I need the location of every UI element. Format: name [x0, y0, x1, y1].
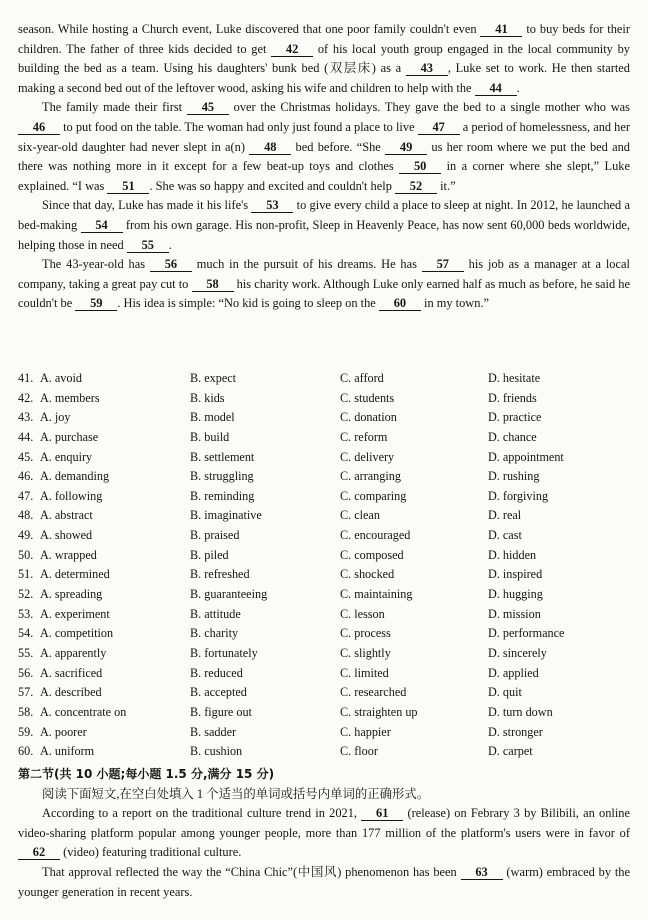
question-number: 41.: [18, 371, 34, 385]
option-a[interactable]: A. experiment: [40, 606, 110, 621]
text: a period of homelessness, and her six-year-old daughter had never slept in a(n): [18, 119, 631, 154]
blank-46[interactable]: 46: [18, 120, 60, 135]
option-b[interactable]: B. reminding: [190, 488, 255, 503]
option-b[interactable]: B. charity: [190, 626, 239, 641]
option-d[interactable]: D. chance: [488, 429, 537, 444]
text: That approval reflected the way the “China Chic”(中国风) phenomenon has been: [42, 864, 457, 879]
option-b[interactable]: B. reduced: [190, 665, 243, 680]
blank-56[interactable]: 56: [150, 257, 192, 272]
text: The 43-year-old has: [42, 257, 146, 272]
option-c[interactable]: C. comparing: [340, 488, 407, 503]
option-d[interactable]: D. practice: [488, 410, 542, 425]
option-a[interactable]: A. competition: [40, 626, 114, 641]
blank-48[interactable]: 48: [249, 140, 291, 155]
text: in my town.”: [424, 296, 490, 311]
option-b[interactable]: B. fortunately: [190, 645, 258, 660]
question-number: 59.: [18, 724, 34, 739]
text: (release) on Febrary 3 by Bilibili, an online video-sharing platform popular among younger people, more than 177 million of the platform's users were in favor of: [18, 806, 630, 840]
option-d[interactable]: D. friends: [488, 390, 537, 405]
option-b[interactable]: B. accepted: [190, 685, 247, 700]
blank-53[interactable]: 53: [251, 198, 293, 213]
paragraph-1: [18, 20, 630, 98]
question-row: [18, 546, 630, 566]
option-b[interactable]: B. kids: [190, 390, 225, 405]
text: in a corner where she slept,” Luke explained. “I was: [18, 159, 630, 193]
question-row: [18, 467, 630, 487]
option-c[interactable]: C. researched: [340, 685, 407, 700]
option-a[interactable]: A. described: [40, 685, 102, 700]
option-a[interactable]: A. showed: [40, 528, 93, 543]
option-b[interactable]: B. struggling: [190, 469, 254, 484]
question-row: [18, 565, 630, 585]
option-a[interactable]: A. joy: [40, 410, 71, 425]
blank-55[interactable]: 55: [127, 238, 169, 253]
option-c[interactable]: C. composed: [340, 547, 404, 562]
question-number: 53.: [18, 606, 34, 621]
option-c[interactable]: C. afford: [340, 371, 384, 385]
option-a[interactable]: A. sacrificed: [40, 665, 103, 680]
option-a[interactable]: A. enquiry: [40, 449, 93, 464]
blank-49[interactable]: 49: [385, 140, 427, 155]
question-row: [18, 723, 630, 743]
question-number: 58.: [18, 704, 34, 719]
text: Since that day, Luke has made it his life's: [42, 198, 249, 213]
option-b[interactable]: B. build: [190, 429, 230, 444]
text: his job as a manager at a local company, taking a great pay cut to: [18, 257, 630, 291]
text: us her room where we put the bed and there was nothing more in it except for a few beat-up toys and clothes: [18, 139, 630, 174]
text: his charity work. Although Luke only earned half as much as before, he said he couldn't be: [18, 276, 630, 311]
text: The family made their first: [42, 100, 183, 115]
question-number: 45.: [18, 449, 34, 464]
option-d[interactable]: D. real: [488, 508, 522, 523]
option-d[interactable]: D. cast: [488, 528, 522, 543]
section-heading: 第二节(共 10 小题;每小题 1.5 分,满分 15 分): [18, 767, 275, 781]
blank-42[interactable]: 42: [271, 42, 313, 57]
option-c[interactable]: C. arranging: [340, 469, 401, 484]
section-2: [18, 765, 630, 902]
question-row: [18, 408, 630, 428]
option-a[interactable]: A. apparently: [40, 645, 107, 660]
option-c[interactable]: C. shocked: [340, 567, 395, 582]
option-b[interactable]: B. cushion: [190, 744, 243, 759]
question-number: 60.: [18, 744, 34, 759]
blank-62[interactable]: 62: [18, 845, 60, 860]
question-row: [18, 605, 630, 625]
text: to buy beds for their children. The father of three kids decided to get: [18, 22, 630, 56]
option-d[interactable]: D. hesitate: [488, 371, 541, 385]
option-d[interactable]: D. mission: [488, 606, 541, 621]
text: season. While hosting a Church event, Luke discovered that one poor family couldn't even: [18, 22, 477, 36]
option-b[interactable]: B. refreshed: [190, 567, 250, 582]
option-c[interactable]: C. reform: [340, 429, 388, 444]
question-row: [18, 526, 630, 546]
option-b[interactable]: B. figure out: [190, 704, 252, 719]
blank-60[interactable]: 60: [379, 296, 421, 311]
section-instruction: 阅读下面短文,在空白处填入 1 个适当的单词或括号内单词的正确形式。: [42, 786, 430, 801]
option-b[interactable]: B. guaranteeing: [190, 587, 268, 602]
option-c[interactable]: C. slightly: [340, 645, 391, 660]
blank-47[interactable]: 47: [418, 120, 460, 135]
question-number: 46.: [18, 469, 34, 484]
question-number: 50.: [18, 547, 34, 562]
option-a[interactable]: A. demanding: [40, 469, 110, 484]
question-row: [18, 742, 630, 762]
question-number: 56.: [18, 665, 34, 680]
text: (video) featuring traditional culture.: [63, 845, 242, 860]
option-a[interactable]: A. concentrate on: [40, 704, 127, 719]
question-row: [18, 683, 630, 703]
paragraph-4: [18, 255, 630, 314]
text: over the Christmas holidays. They gave the bed to a single mother who was: [233, 100, 631, 115]
option-a[interactable]: A. avoid: [40, 371, 82, 385]
question-number: 42.: [18, 390, 34, 405]
option-d[interactable]: D. carpet: [488, 744, 533, 759]
option-d[interactable]: D. hidden: [488, 547, 537, 562]
option-b[interactable]: B. model: [190, 410, 235, 425]
option-c[interactable]: C. process: [340, 626, 391, 641]
option-a[interactable]: A. wrapped: [40, 547, 97, 562]
text: .: [516, 80, 520, 95]
option-d[interactable]: D. hugging: [488, 587, 543, 602]
text: of his local youth group engaged in the local community by building the bed as a team. Using his daughters' bunk bed (双层床) as a: [18, 41, 630, 76]
text: . She was so happy and excited and couldn't help: [149, 178, 392, 193]
option-a[interactable]: A. poorer: [40, 724, 87, 739]
blank-44[interactable]: 44: [475, 81, 517, 96]
text: from his own garage. His non-profit, Sleep in Heavenly Peace, has now sent 60,000 beds worldwide, helping those in need: [18, 217, 630, 252]
option-d[interactable]: D. turn down: [488, 704, 553, 719]
option-a[interactable]: A. purchase: [40, 429, 99, 444]
blank-59[interactable]: 59: [75, 296, 117, 311]
option-c[interactable]: C. encouraged: [340, 528, 411, 543]
grammar-paragraph-1: [18, 804, 630, 863]
option-a[interactable]: A. following: [40, 488, 103, 503]
option-d[interactable]: D. appointment: [488, 449, 564, 464]
question-row: [18, 428, 630, 448]
answer-options: [18, 369, 630, 762]
text: , Luke set to work. He then started making a second bed out of the leftover wood, asking his wife and children to help with the: [18, 61, 630, 95]
option-b[interactable]: B. expect: [190, 371, 237, 385]
blank-54[interactable]: 54: [81, 218, 123, 233]
question-number: 54.: [18, 626, 34, 641]
question-number: 44.: [18, 429, 34, 444]
option-c[interactable]: C. delivery: [340, 449, 395, 464]
option-a[interactable]: A. spreading: [40, 587, 103, 602]
question-number: 47.: [18, 488, 34, 503]
text: bed before. “She: [295, 139, 381, 154]
question-row: [18, 369, 630, 389]
blank-43[interactable]: 43: [406, 61, 448, 76]
question-row: [18, 448, 630, 468]
option-c[interactable]: C. maintaining: [340, 587, 413, 602]
option-c[interactable]: C. clean: [340, 508, 380, 523]
question-row: [18, 487, 630, 507]
grammar-paragraph-2: [18, 863, 630, 902]
option-c[interactable]: C. students: [340, 390, 395, 405]
question-row: [18, 389, 630, 409]
question-number: 52.: [18, 587, 34, 602]
question-number: 51.: [18, 567, 34, 582]
option-b[interactable]: B. attitude: [190, 606, 241, 621]
option-b[interactable]: B. piled: [190, 547, 229, 562]
option-b[interactable]: B. settlement: [190, 449, 255, 464]
blank-57[interactable]: 57: [422, 257, 464, 272]
option-c[interactable]: C. floor: [340, 744, 378, 759]
text: much in the pursuit of his dreams. He has: [196, 257, 417, 272]
option-c[interactable]: C. donation: [340, 410, 397, 425]
option-c[interactable]: C. lesson: [340, 606, 385, 621]
question-number: 48.: [18, 508, 34, 523]
question-row: [18, 624, 630, 644]
option-b[interactable]: B. praised: [190, 528, 240, 543]
option-c[interactable]: C. limited: [340, 665, 389, 680]
text: to put food on the table. The woman had only just found a place to live: [63, 119, 415, 134]
option-d[interactable]: D. applied: [488, 665, 539, 680]
option-d[interactable]: D. performance: [488, 626, 565, 641]
text: to give every child a place to sleep at night. In 2012, he launched a bed-making: [18, 198, 630, 232]
question-row: [18, 644, 630, 664]
question-number: 43.: [18, 410, 34, 425]
cloze-passage: [18, 20, 630, 314]
option-a[interactable]: A. members: [40, 390, 100, 405]
option-d[interactable]: D. inspired: [488, 567, 543, 582]
option-a[interactable]: A. determined: [40, 567, 110, 582]
question-row: [18, 664, 630, 684]
text: According to a report on the traditional culture trend in 2021,: [42, 806, 358, 821]
option-d[interactable]: D. stronger: [488, 724, 543, 739]
option-d[interactable]: D. forgiving: [488, 488, 549, 503]
option-b[interactable]: B. imaginative: [190, 508, 262, 523]
option-c[interactable]: C. straighten up: [340, 704, 418, 719]
blank-61[interactable]: 61: [361, 806, 403, 821]
paragraph-2: [18, 98, 630, 196]
question-row: [18, 703, 630, 723]
option-d[interactable]: D. rushing: [488, 469, 540, 484]
question-row: [18, 585, 630, 605]
paragraph-3: [18, 196, 630, 255]
blank-50[interactable]: 50: [399, 159, 441, 174]
text: .: [168, 237, 172, 252]
option-a[interactable]: A. abstract: [40, 508, 93, 523]
blank-51[interactable]: 51: [107, 179, 149, 194]
option-b[interactable]: B. sadder: [190, 724, 237, 739]
text: . His idea is simple: “No kid is going to sleep on the: [117, 296, 376, 311]
text: (warm) embraced by the younger generation in recent years.: [18, 864, 630, 899]
question-number: 55.: [18, 645, 34, 660]
question-number: 49.: [18, 528, 34, 543]
blank-52[interactable]: 52: [395, 179, 437, 194]
option-a[interactable]: A. uniform: [40, 744, 95, 759]
option-d[interactable]: D. quit: [488, 685, 522, 700]
blank-45[interactable]: 45: [187, 100, 229, 115]
blank-63[interactable]: 63: [461, 865, 503, 880]
option-d[interactable]: D. sincerely: [488, 645, 547, 660]
option-c[interactable]: C. happier: [340, 724, 391, 739]
question-number: 57.: [18, 685, 34, 700]
blank-41[interactable]: 41: [480, 22, 522, 37]
question-row: [18, 506, 630, 526]
blank-58[interactable]: 58: [192, 277, 234, 292]
text: it.”: [440, 178, 456, 193]
